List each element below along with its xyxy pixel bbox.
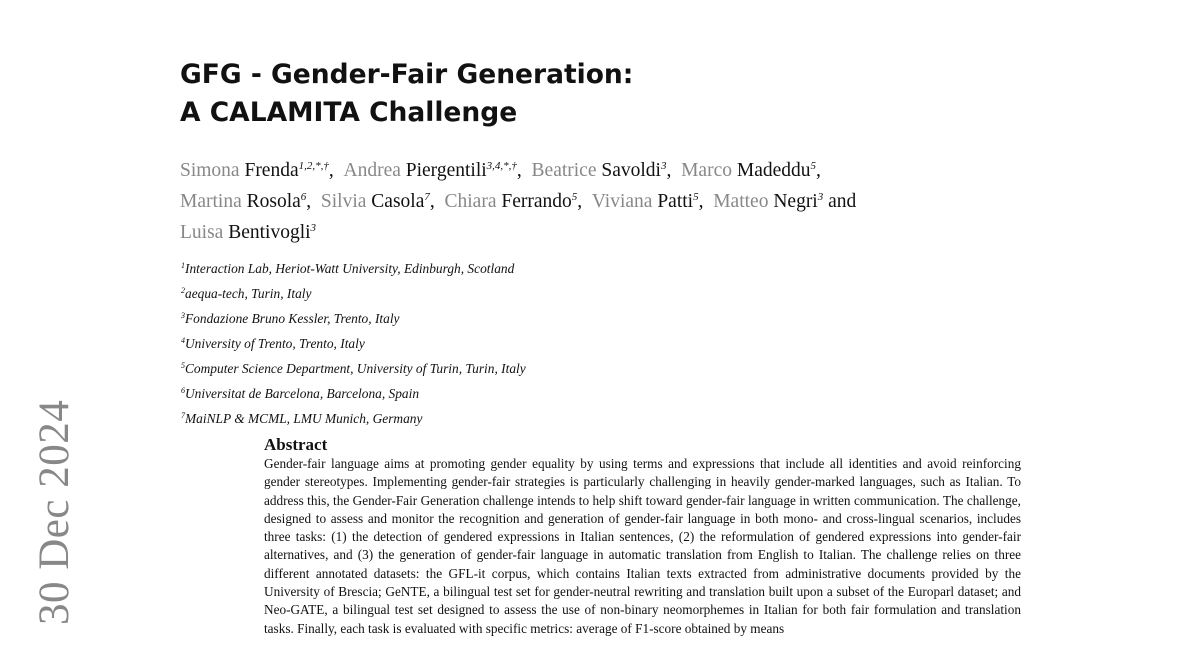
author-affiliation-marker: 5 (810, 160, 817, 172)
affiliation-item (181, 405, 526, 430)
affiliation-text: MaiNLP & MCML, LMU Munich, Germany (185, 411, 423, 426)
author-separator: , (328, 160, 334, 181)
author-affiliation-marker: 5 (571, 191, 578, 203)
author-family-name: Frenda (244, 160, 299, 181)
author-given-name: Matteo (713, 191, 769, 212)
author-family-name: Bentivogli (228, 222, 311, 243)
author-family-name: Patti (657, 191, 694, 212)
author-given-name: Beatrice (531, 160, 597, 181)
affiliation-text: aequa-tech, Turin, Italy (185, 286, 312, 301)
abstract-section (264, 435, 1021, 638)
author-family-name: Savoldi (601, 160, 661, 181)
author-separator: , (429, 191, 435, 212)
author-list (180, 153, 1000, 246)
title-line-2: A CALAMITA Challenge (180, 97, 518, 128)
affiliation-text: University of Trento, Trento, Italy (185, 336, 365, 351)
author-family-name: Madeddu (736, 160, 811, 181)
author-affiliation-marker: 5 (693, 191, 699, 203)
affiliation-number: 2 (181, 286, 185, 295)
affiliation-item (181, 305, 526, 330)
author-affiliation-marker: 7 (424, 191, 430, 203)
author (445, 191, 583, 212)
author (713, 191, 856, 212)
affiliation-item (181, 355, 526, 380)
author-family-name: Piergentili (405, 160, 487, 181)
author-given-name: Andrea (343, 160, 401, 181)
author (592, 191, 704, 212)
arxiv-date-stamp: 30 Dec 2024 (31, 399, 78, 625)
affiliation-list (181, 255, 526, 430)
author (532, 160, 672, 181)
author-separator: , (306, 191, 312, 212)
author-given-name: Viviana (591, 191, 653, 212)
author-affiliation-marker: 3 (310, 222, 317, 234)
author-given-name: Marco (681, 160, 732, 181)
abstract-text: Gender-fair language aims at promoting gender equality by using terms and expressions that include all identities and avoid reinforcing gender stereotypes. Implementing gender-fair strategies is particularly challenging in heavily gender-marked languages, such as Italian. To address this, the Gender-Fair Generation challenge intends to help shift toward gender-fair language in written communication. The challenge, designed to assess and monitor the recognition and generation of gender-fair language in both mono- and cross-lingual scenarios, includes three tasks: (1) the detection of gendered expressions in Italian sentences, (2) the reformulation of gendered expressions into gender-fair alternatives, and (3) the generation of gender-fair language in automatic translation from English to Italian. The challenge relies on three different annotated datasets: the GFL-it corpus, which contains Italian texts extracted from administrative documents provided by the University of Brescia; GeNTE, a bilingual test set for gender-neutral rewriting and translation built upon a subset of the Europarl dataset; and Neo-GATE, a bilingual test set designed to assess the use of non-binary neomorphemes in Italian for both fair formulation and translation tasks. Finally, each task is evaluated with specific metrics: average of F1-score obtained by means (264, 456, 1021, 636)
affiliation-text: Computer Science Department, University of Turin, Turin, Italy (185, 361, 526, 376)
affiliation-number: 3 (181, 311, 185, 320)
affiliation-item (181, 380, 526, 405)
author-affiliation-marker: 3,4,*,† (486, 160, 517, 172)
affiliation-item (181, 330, 526, 355)
affiliation-item (181, 255, 526, 280)
author-separator: , (666, 160, 672, 181)
affiliation-text: Fondazione Bruno Kessler, Trento, Italy (185, 311, 400, 326)
affiliation-number: 4 (181, 336, 185, 345)
author-separator: and (823, 191, 857, 212)
paper-title (180, 56, 633, 132)
author-given-name: Luisa (180, 222, 224, 243)
affiliation-item (181, 280, 526, 305)
author-separator: , (816, 160, 821, 181)
author-affiliation-marker: 3 (817, 191, 824, 203)
author-separator: , (698, 191, 704, 212)
author (321, 191, 435, 212)
abstract-heading: Abstract (264, 435, 328, 454)
author-affiliation-marker: 6 (300, 191, 307, 203)
affiliation-number: 5 (181, 361, 185, 370)
author-affiliation-marker: 3 (660, 160, 667, 172)
author-given-name: Martina (180, 191, 242, 212)
affiliation-number: 1 (181, 261, 185, 270)
author-separator: , (577, 191, 583, 212)
affiliation-number: 6 (181, 386, 185, 395)
author-affiliation-marker: 1,2,*,† (298, 160, 329, 172)
author (344, 160, 522, 181)
author-separator: , (516, 160, 522, 181)
author-family-name: Ferrando (501, 191, 572, 212)
author (681, 160, 821, 181)
author-given-name: Simona (180, 160, 240, 181)
author (180, 191, 311, 212)
author (180, 222, 316, 243)
affiliation-number: 7 (181, 411, 185, 420)
author-family-name: Negri (773, 191, 818, 212)
author-family-name: Rosola (246, 191, 301, 212)
author (180, 160, 334, 181)
author-given-name: Silvia (320, 191, 367, 212)
affiliation-text: Interaction Lab, Heriot-Watt University, Edinburgh, Scotland (185, 261, 515, 276)
author-given-name: Chiara (444, 191, 497, 212)
author-family-name: Casola (371, 191, 425, 212)
title-line-1: GFG - Gender-Fair Generation: (180, 59, 634, 90)
affiliation-text: Universitat de Barcelona, Barcelona, Spain (185, 386, 420, 401)
